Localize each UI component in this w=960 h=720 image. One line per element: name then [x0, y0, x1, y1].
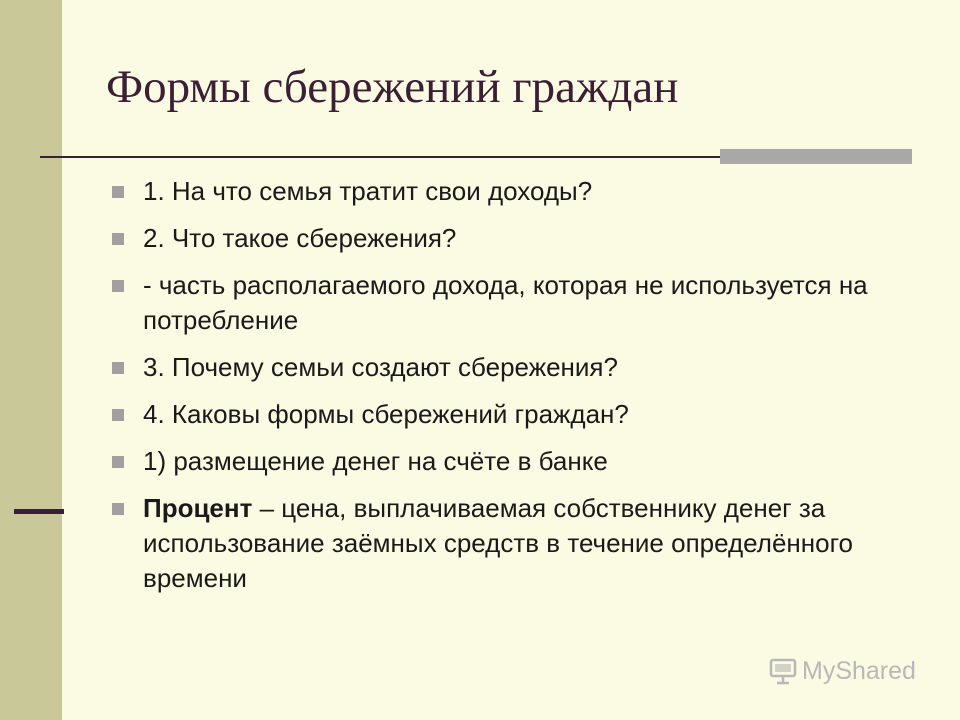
- bullet-text: 2. Что такое сбережения?: [143, 223, 457, 253]
- watermark: [768, 656, 916, 686]
- bullet-list: [112, 174, 872, 608]
- bullet-item: [112, 221, 872, 256]
- bullet-text: 4. Каковы формы сбережений граждан?: [143, 399, 629, 429]
- bullet-item: [112, 268, 872, 338]
- bullet-marker-icon: [112, 362, 124, 374]
- bullet-marker-icon: [112, 233, 124, 245]
- bullet-text: - часть располагаемого дохода, которая не используется на потребление: [143, 270, 868, 335]
- bullet-item: [112, 444, 872, 479]
- bullet-item: [112, 174, 872, 209]
- bullet-marker-icon: [112, 280, 124, 292]
- bullet-text: 3. Почему семьи создают сбережения?: [143, 352, 618, 382]
- title-accent-bar: [720, 149, 912, 164]
- bullet-marker-icon: [112, 456, 124, 468]
- watermark-text: MyShared: [802, 656, 916, 685]
- bullet-item: [112, 491, 872, 596]
- presentation-board-icon: [768, 656, 798, 686]
- bullet-term: Процент: [143, 493, 253, 523]
- bullet-text: 1. На что семья тратит свои доходы?: [143, 176, 593, 206]
- bullet-item: [112, 397, 872, 432]
- side-strip: [0, 0, 62, 720]
- bullet-text: – цена, выплачиваемая собственнику денег за использование заёмных средств в течение определённого времени: [143, 493, 853, 593]
- slide-title: Формы сбережений граждан: [106, 61, 679, 113]
- bullet-marker-icon: [112, 503, 124, 515]
- bullet-marker-icon: [112, 186, 124, 198]
- bullet-marker-icon: [112, 409, 124, 421]
- side-accent-line: [14, 509, 64, 514]
- bullet-item: [112, 350, 872, 385]
- bullet-text: 1) размещение денег на счёте в банке: [143, 446, 608, 476]
